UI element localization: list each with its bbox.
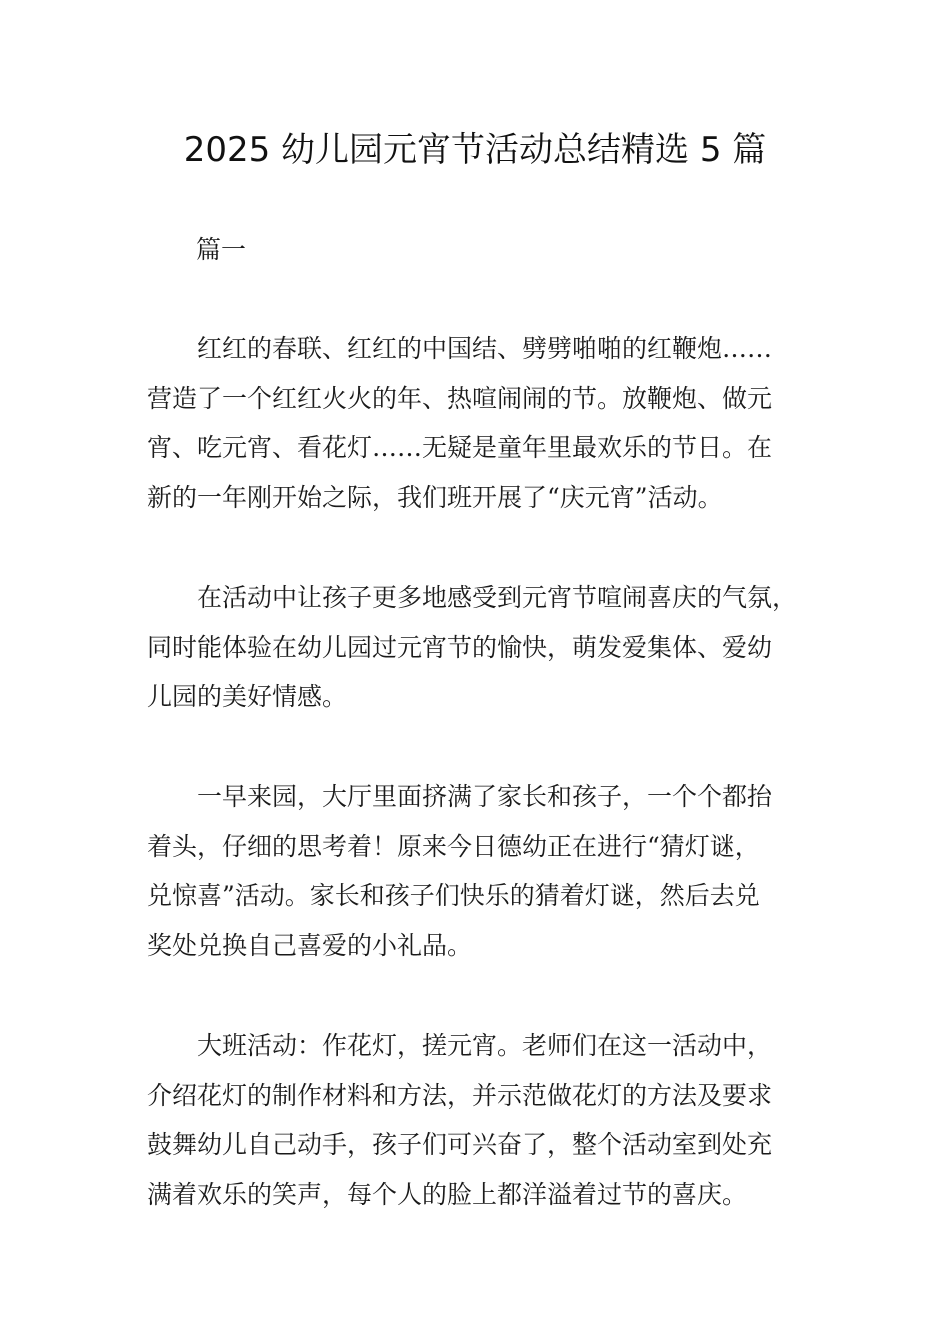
paragraph-1 <box>147 324 837 522</box>
paragraph-line: 同时能体验在幼儿园过元宵节的愉快，萌发爱集体、爱幼 <box>147 632 773 662</box>
paragraph-line: 一早来园，大厅里面挤满了家长和孩子，一个个都抬 <box>197 782 773 811</box>
paragraph-line: 儿园的美好情感。 <box>147 682 348 711</box>
paragraph-line: 兑惊喜”活动。家长和孩子们快乐的猜着灯谜，然后去兑 <box>147 881 760 910</box>
paragraph-line: 营造了一个红红火火的年、热喧闹闹的节。放鞭炮、做元 <box>147 383 773 413</box>
paragraph-4 <box>147 1021 837 1219</box>
document-title: 2025 幼儿园元宵节活动总结精选 5 篇 <box>183 130 767 170</box>
paragraph-line: 宵、吃元宵、看花灯……无疑是童年里最欢乐的节日。在 <box>147 433 773 462</box>
paragraph-line: 鼓舞幼儿自己动手，孩子们可兴奋了，整个活动室到处充 <box>147 1130 773 1159</box>
paragraph-line: 满着欢乐的笑声，每个人的脸上都洋溢着过节的喜庆。 <box>147 1179 748 1209</box>
paragraph-line: 介绍花灯的制作材料和方法，并示范做花灯的方法及要求 <box>147 1080 773 1110</box>
paragraph-2 <box>147 573 837 722</box>
paragraph-line: 大班活动：作花灯，搓元宵。老师们在这一活动中， <box>197 1031 773 1060</box>
paragraph-line: 着头，仔细的思考着！原来今日德幼正在进行“猜灯谜， <box>147 831 760 861</box>
paragraph-3 <box>147 772 837 970</box>
section-label: 篇一 <box>196 235 247 264</box>
paragraph-line: 奖处兑换自己喜爱的小礼品。 <box>147 930 473 960</box>
paragraph-line: 新的一年刚开始之际，我们班开展了“庆元宵”活动。 <box>147 482 723 512</box>
paragraph-line: 红红的春联、红红的中国结、劈劈啪啪的红鞭炮…… <box>197 334 773 363</box>
paragraph-line: 在活动中让孩子更多地感受到元宵节喧闹喜庆的气氛， <box>197 583 798 612</box>
